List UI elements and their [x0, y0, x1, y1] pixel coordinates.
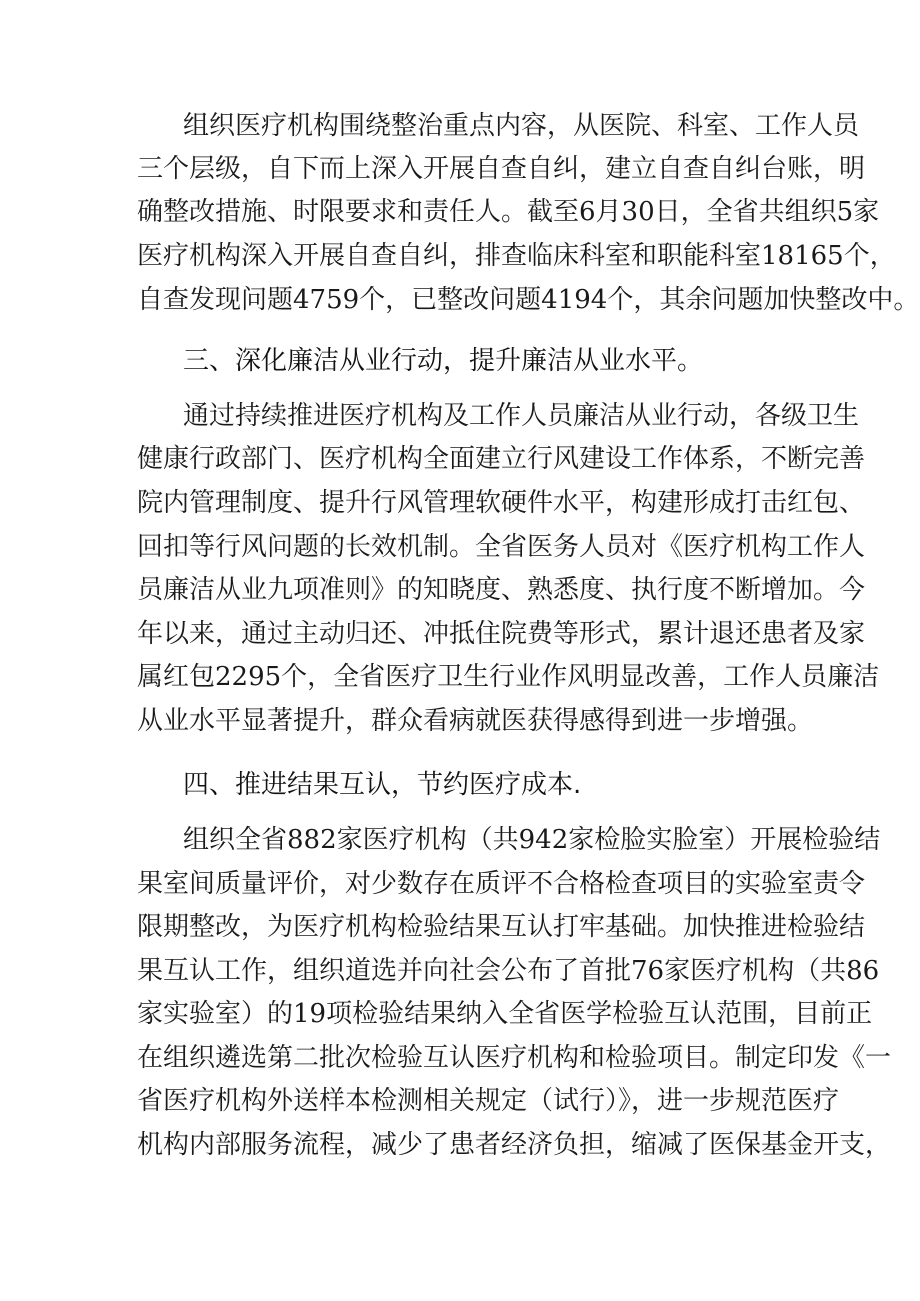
paragraph-3-line-8: 从业水平显著提升，群众看病就医获得感得到进一步增强。: [137, 706, 814, 736]
paragraph-2-line-5: 自查发现问题4759个，已整改问题4194个，其余问题加快整改中。: [137, 285, 920, 315]
paragraph-2-line-1: 组织医疗机构围绕整治重点内容，从医院、科室、工作人员: [183, 111, 860, 141]
paragraph-4-line-8: 机构内部服务流程，减少了患者经济负担，缩减了医保基金开支，: [137, 1130, 892, 1160]
paragraph-3-line-2: 健康行政部门、医疗机构全面建立行风建设工作体系，不断完善: [137, 444, 866, 474]
paragraph-2-line-3: 确整改措施、时限要求和责任人。截至6月30日，全省共组织5家: [137, 197, 880, 227]
paragraph-3-line-1: 通过持续推进医疗机构及工作人员廉洁从业行动，各级卫生: [183, 401, 860, 431]
paragraph-2-line-4: 医疗机构深入开展自查自纠，排查临床科室和职能科室18165个，: [137, 241, 896, 271]
section-heading-4: 四、推进结果互认，节约医疗成本.: [183, 770, 582, 800]
section-heading-3: 三、深化廉洁从业行动，提升廉洁从业水平。: [183, 346, 704, 376]
paragraph-4-line-5: 家实验室）的19项检验结果纳入全省医学检验互认范围，目前正: [137, 999, 873, 1029]
paragraph-3-line-7: 属红包2295个，全省医疗卫生行业作风明显改善，工作人员廉洁: [137, 662, 880, 692]
paragraph-3-line-3: 院内管理制度、提升行风管理软硬件水平，构建形成打击红包、: [137, 488, 866, 518]
paragraph-4-line-6: 在组织遴选第二批次检验互认医疗机构和检验项目。制定印发《一: [137, 1043, 892, 1073]
paragraph-4-line-2: 果室间质量评价，对少数存在质评不合格检查项目的实验室责令: [137, 869, 866, 899]
paragraph-3-line-5: 员廉洁从业九项准则》的知晓度、熟悉度、执行度不断增加。今: [137, 575, 866, 605]
paragraph-3-line-4: 回扣等行风问题的长效机制。全省医务人员对《医疗机构工作人: [137, 532, 866, 562]
paragraph-4-line-7: 省医疗机构外送样本检测相关规定（试行）》，进一步规范医疗: [137, 1086, 840, 1116]
paragraph-3-line-6: 年以来，通过主动归还、冲抵住院费等形式，累计退还患者及家: [137, 619, 866, 649]
paragraph-2-line-2: 三个层级，自下而上深入开展自查自纠，建立自查自纠台账，明: [137, 154, 866, 184]
paragraph-4-line-3: 限期整改，为医疗机构检验结果互认打牢基础。加快推进检验结: [137, 912, 866, 942]
paragraph-4-line-1: 组织全省882家医疗机构（共942家检脸实脸室）开展检验结: [183, 825, 881, 855]
paragraph-4-line-4: 果互认工作，组织道选并向社会公布了首批76家医疗机构（共86: [137, 956, 880, 986]
